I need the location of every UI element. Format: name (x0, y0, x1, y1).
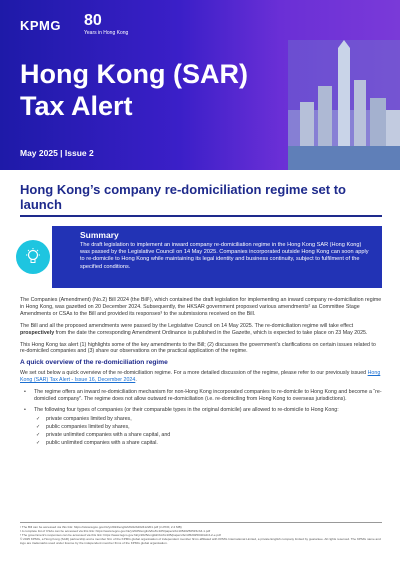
bullet-list (22, 389, 382, 446)
summary-title: Summary (80, 230, 119, 240)
anniversary-logo (84, 12, 128, 36)
bullet-item: • The following four types of companies (or their comparable types in the original domicile) are allowed to re-domicile to Hong Kong: ✓ private companies limited by shares, ✓ public companies limited by shares, ✓ private unlimited companies with a share capital, and ✓ public unlimited companies with a share capital. (22, 407, 382, 447)
company-types-list (36, 416, 382, 447)
paragraph-2: The Bill and all the proposed amendments were passed by the Legislative Council on 14 May 2025. The re-domiciliation regime will take effect prospectively from the date the corresponding Amendment Ordinance is published in the Gazette, which is expected to take place on 23 May 2025. (20, 322, 368, 336)
footnote-3: ³ The government's responses can be accessed via this link: https://www.legco.gov.hk/yr2025/english/bc/bc105/papers/bc10520250401cb3-2-e.pdf (20, 533, 221, 538)
page-title: Hong Kong (SAR) Tax Alert (20, 59, 248, 121)
section-title: A quick overview of the re-domiciliation regime (20, 359, 168, 367)
summary-box (52, 226, 382, 288)
paragraph-1: The Companies (Amendment) (No.2) Bill 2024 (the Bill¹), which contained the draft legislation for implementing an inward company re-domiciliation regime in Hong Kong, was gazetted on 20 December 2024. Subsequently, the HKSAR government proposed various amendments² as Committee Stage Amendments or CSAs to the Bill and provided its responses³ to the submissions received on the Bill. (20, 297, 382, 317)
kpmg-logo: KPMG (20, 18, 61, 33)
headline: Hong Kong’s company re-domiciliation regime set to launch (20, 182, 382, 217)
list-item: ✓ private unlimited companies with a share capital, and (36, 432, 382, 439)
anniversary-sub: Years in Hong Kong (84, 30, 129, 36)
footnote-2: ² A complete list of CSAs can be accessed via this link: https://www.legco.gov.hk/yr2025/english/bc/bc105/papers/bc10520250515cb3-1.pdf (20, 529, 211, 534)
bold-prospectively: prospectively (20, 329, 55, 336)
issue-label: May 2025 | Issue 2 (20, 148, 94, 158)
copyright: © 2025 KPMG, a Hong Kong (SAR) partnership and a member firm of the KPMG global organisation of independent member firms affiliated with KPMG International Limited, a private English company limited by guarantee. All rights reserved. The KPMG name and logo are trademarks used under license by the independent member firms of the KPMG global organisation. (20, 537, 381, 546)
paragraph-4: We set out below a quick overview of the re-domiciliation regime. For a more detailed discussion of the regime, please refer to our previously issued Hong Kong (SAR) Tax Alert - Issue 16, December 2024. (20, 370, 381, 384)
footnotes (20, 522, 382, 545)
footnote-1: ¹ The Bill can be accessed via this link: https://www.legco.gov.hk/yr2024/english/bills/b202412201.pdf (in PDF, 2.2 MB) (20, 525, 182, 529)
lightbulb-icon (16, 240, 50, 274)
body-content (20, 297, 382, 450)
summary-text: The draft legislation to implement an inward company re-domiciliation regime in the Hong Kong SAR (Hong Kong) was passed by the Legislative Council on 14 May 2025. Companies incorporated outside Hong Kong can soon apply to re-domicile to Hong Kong while maintaining its legal identity and business continuity, subject to fulfilment of the specified conditions. (80, 242, 369, 270)
anniversary-number: 80 (84, 12, 102, 29)
tax-alert-link[interactable]: Hong Kong (SAR) Tax Alert - Issue 16, December 2024 (20, 370, 381, 384)
skyline-image (288, 40, 400, 170)
header-banner (0, 0, 400, 170)
list-item: ✓ private companies limited by shares, (36, 416, 382, 423)
paragraph-3: This Hong Kong tax alert (1) highlights some of the key amendments to the Bill; (2) discusses the government’s clarifications on certain issues related to re-domiciled companies and (3) share our observations on the practical application of the regime. (20, 341, 376, 355)
list-item: ✓ public unlimited companies with a share capital. (36, 440, 382, 447)
bullet-item: • The regime offers an inward re-domiciliation mechanism for non-Hong Kong incorporated companies to re-domicile to Hong Kong and become a “re-domiciled company”. The regime does not allow outward re-domiciliation (i.e. re-domiciling from Hong Kong to overseas jurisdictions). (22, 389, 382, 403)
list-item: ✓ public companies limited by shares, (36, 424, 382, 431)
